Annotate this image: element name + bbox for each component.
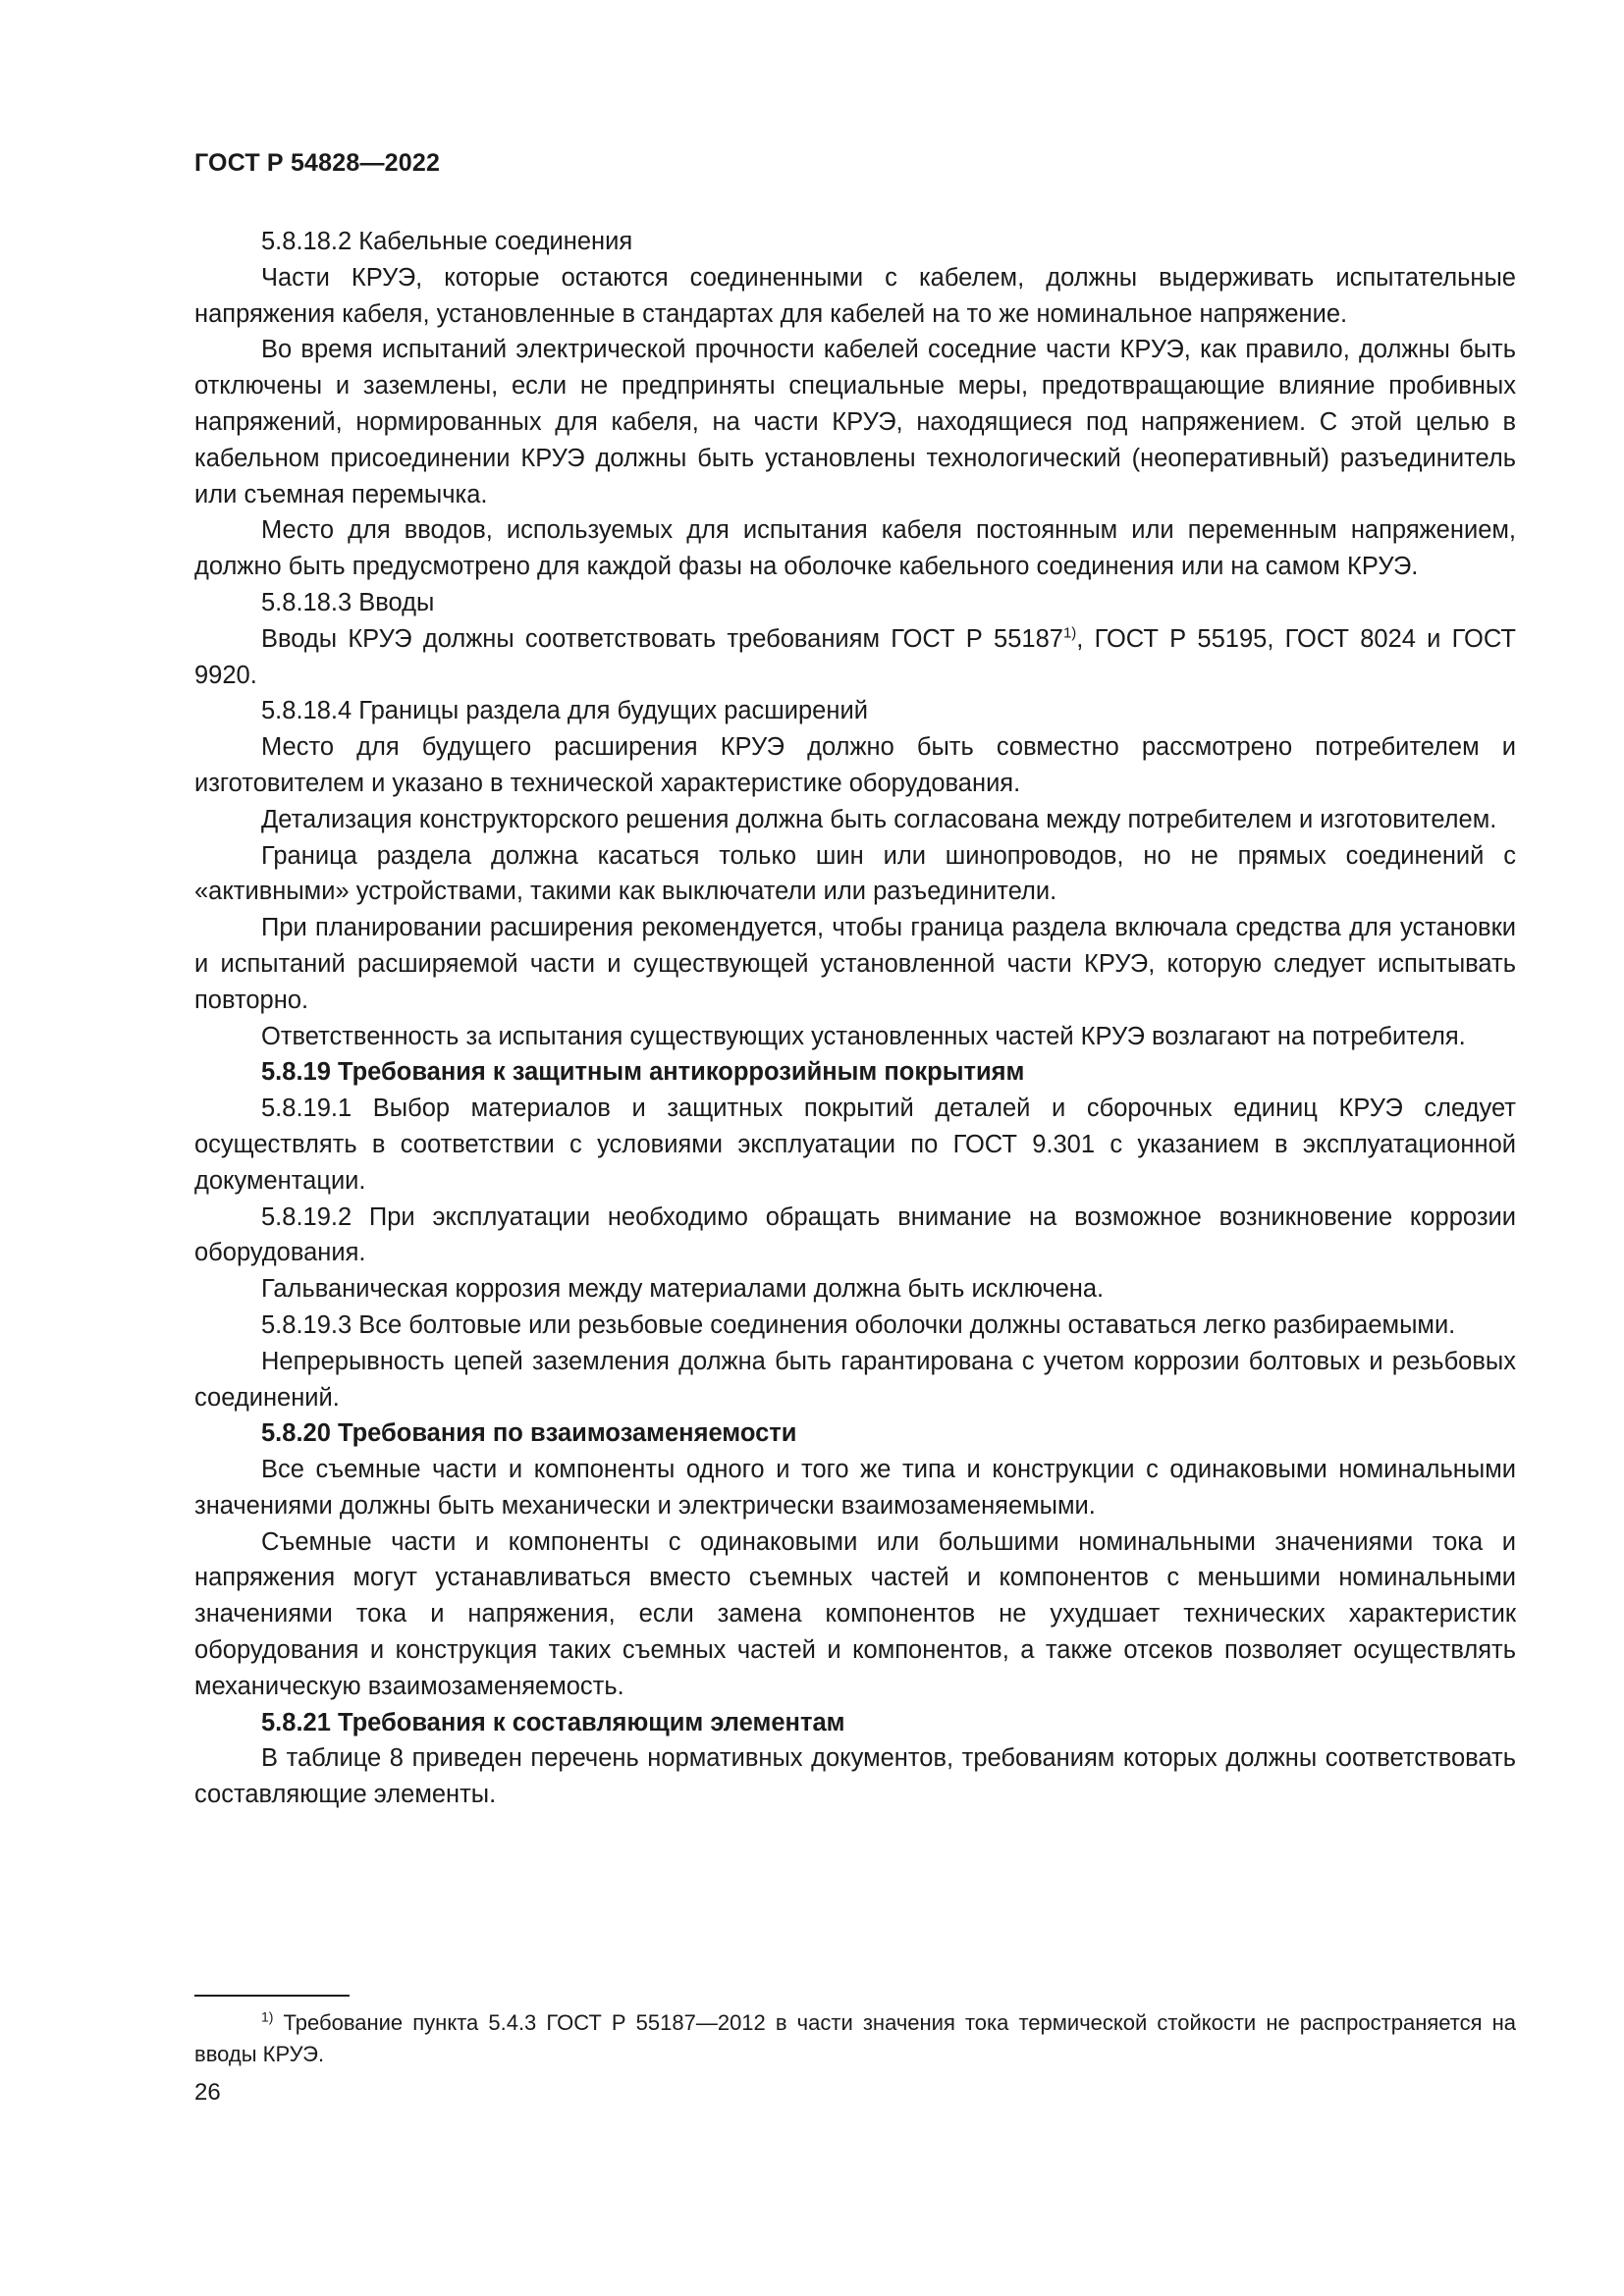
page-number: 26 (194, 2079, 221, 2106)
paragraph: Детализация конструкторского решения должна быть согласована между потребителем и изготовителем. (261, 805, 1497, 833)
paragraph: 5.8.19.2 При эксплуатации необходимо обращать внимание на возможное возникновение коррозии оборудования. (194, 1202, 1516, 1267)
section-heading-5-8-21: 5.8.21 Требования к составляющим элементам (261, 1708, 845, 1736)
paragraph: При планировании расширения рекомендуется, чтобы граница раздела включала средства для установки и испытаний расширяемой части и существующей установленной части КРУЭ, которую следует испытывать повторно. (194, 914, 1516, 1014)
subsection-title-5-8-18-3: 5.8.18.3 Вводы (261, 588, 435, 616)
section-heading-5-8-19: 5.8.19 Требования к защитным антикоррозийным покрытиям (261, 1058, 1025, 1087)
footnote (194, 2007, 1516, 2070)
paragraph: Во время испытаний электрической прочности кабелей соседние части КРУЭ, как правило, должны быть отключены и заземлены, если не предприняты специальные меры, предотвращающие влияние пробивных напряжений, нормированных для кабеля, на части КРУЭ, находящиеся под напряжением. С этой целью в кабельном присоединении КРУЭ должны быть установлены технологический (неоперативный) разъединитель или съемная перемычка. (194, 336, 1516, 508)
paragraph: Все съемные части и компоненты одного и того же типа и конструкции с одинаковыми номинальными значениями должны быть механически и электрически взаимозаменяемыми. (194, 1456, 1516, 1520)
paragraph: Гальваническая коррозия между материалами должна быть исключена. (261, 1275, 1105, 1304)
paragraph-text-part: , ГОСТ Р 55195, ГОСТ 8024 и ГОСТ 9920. (194, 624, 1516, 689)
subsection-title-5-8-18-4: 5.8.18.4 Границы раздела для будущих расширений (261, 697, 868, 725)
subsection-title-5-8-18-2: 5.8.18.2 Кабельные соединения (261, 228, 633, 255)
paragraph: 5.8.19.1 Выбор материалов и защитных покрытий деталей и сборочных единиц КРУЭ следует осуществлять в соответствии с условиями эксплуатации по ГОСТ 9.301 с указанием в эксплуатационной документации. (194, 1095, 1516, 1195)
paragraph: Части КРУЭ, которые остаются соединенными с кабелем, должны выдерживать испытательные напряжения кабеля, установленные в стандартах для кабелей на то же номинальное напряжение. (194, 263, 1516, 328)
footnote-body: Требование пункта 5.4.3 ГОСТ Р 55187—2012 в части значения тока термической стойкости не распространяется на вводы КРУЭ. (194, 2010, 1516, 2066)
paragraph: Непрерывность цепей заземления должна быть гарантирована с учетом коррозии болтовых и резьбовых соединений. (194, 1347, 1516, 1412)
footnote-text (194, 2007, 1516, 2070)
paragraph: В таблице 8 приведен перечень нормативных документов, требованиям которых должны соответствовать составляющие элементы. (194, 1744, 1516, 1809)
document-header: ГОСТ Р 54828—2022 (194, 149, 441, 177)
paragraph-with-footnote (194, 621, 1516, 694)
footnote-marker: 1) (261, 2008, 274, 2025)
footnote-divider (194, 1995, 350, 1997)
paragraph: Место для вводов, используемых для испытания кабеля постоянным или переменным напряжением, должно быть предусмотрено для каждой фазы на оболочке кабельного соединения или на самом КРУЭ. (194, 516, 1516, 581)
section-heading-5-8-20: 5.8.20 Требования по взаимозаменяемости (261, 1419, 797, 1448)
paragraph: Ответственность за испытания существующих установленных частей КРУЭ возлагают на потребителя. (261, 1022, 1466, 1050)
document-body (194, 224, 1516, 1813)
footnote-reference: 1) (1062, 624, 1077, 642)
paragraph: Место для будущего расширения КРУЭ должно быть совместно рассмотрено потребителем и изготовителем и указано в технической характеристике оборудования. (194, 733, 1516, 797)
paragraph: Граница раздела должна касаться только шин или шинопроводов, но не прямых соединений с «активными» устройствами, такими как выключатели или разъединители. (194, 841, 1516, 906)
paragraph: 5.8.19.3 Все болтовые или резьбовые соединения оболочки должны оставаться легко разбираемыми. (261, 1310, 1456, 1339)
paragraph-text-part: Вводы КРУЭ должны соответствовать требованиям ГОСТ Р 55187 (261, 624, 1063, 653)
paragraph: Съемные части и компоненты с одинаковыми или большими номинальными значениями тока и напряжения могут устанавливаться вместо съемных частей и компонентов с меньшими номинальными значениями тока и напряжения, если замена компонентов не ухудшает технических характеристик оборудования и конструкция таких съемных частей и компонентов, а также отсеков позволяет осуществлять механическую взаимозаменяемость. (194, 1527, 1516, 1700)
